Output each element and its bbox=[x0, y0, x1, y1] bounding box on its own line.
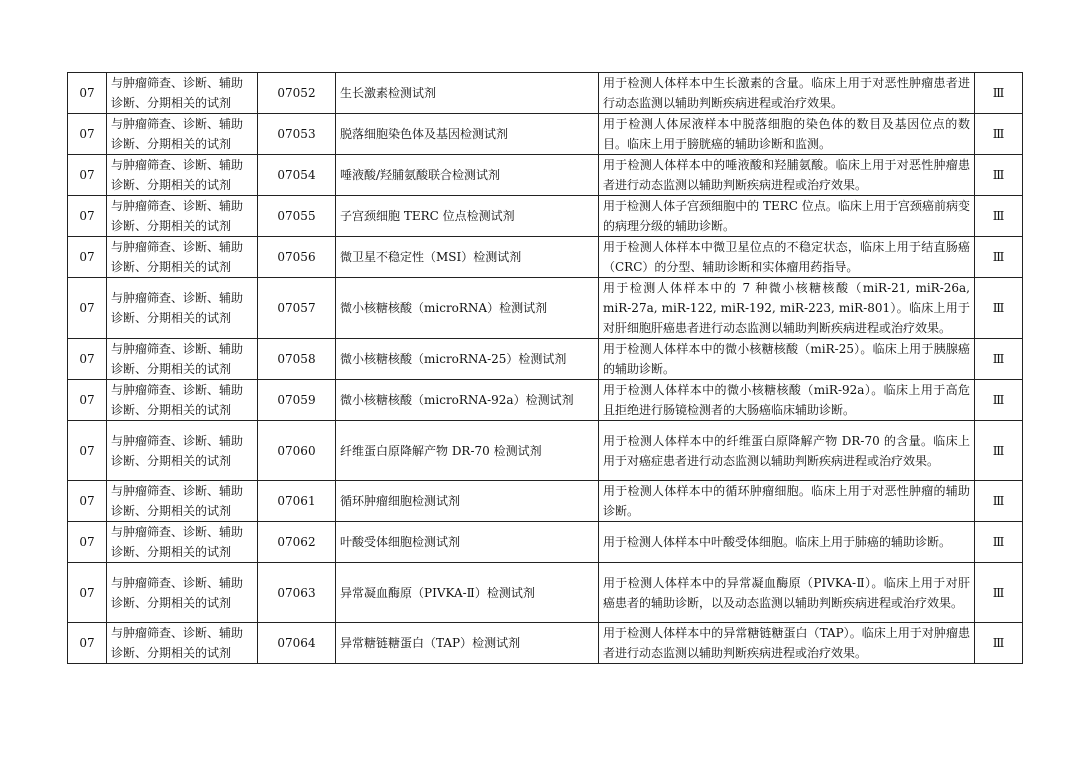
table-row bbox=[68, 563, 1023, 623]
management-class-cell: Ⅲ bbox=[975, 339, 1023, 380]
subcategory-cell: 与肿瘤筛查、诊断、辅助诊断、分期相关的试剂 bbox=[107, 481, 258, 522]
category-code-cell: 07 bbox=[68, 421, 107, 481]
category-code-cell: 07 bbox=[68, 623, 107, 664]
table-row bbox=[68, 522, 1023, 563]
product-name-cell: 异常凝血酶原（PIVKA-Ⅱ）检测试剂 bbox=[336, 563, 599, 623]
intended-use-cell: 用于检测人体样本中的循环肿瘤细胞。临床上用于对恶性肿瘤的辅助诊断。 bbox=[599, 481, 975, 522]
category-code-cell: 07 bbox=[68, 196, 107, 237]
category-code-cell: 07 bbox=[68, 339, 107, 380]
subcategory-cell: 与肿瘤筛查、诊断、辅助诊断、分期相关的试剂 bbox=[107, 380, 258, 421]
product-code-cell: 07053 bbox=[258, 114, 336, 155]
intended-use-cell: 用于检测人体样本中的异常糖链糖蛋白（TAP）。临床上用于对肿瘤患者进行动态监测以辅助判断疾病进程或治疗效果。 bbox=[599, 623, 975, 664]
product-name-cell: 生长激素检测试剂 bbox=[336, 73, 599, 114]
management-class-cell: Ⅲ bbox=[975, 522, 1023, 563]
management-class-cell: Ⅲ bbox=[975, 623, 1023, 664]
table-row bbox=[68, 237, 1023, 278]
intended-use-cell: 用于检测人体样本中的微小核糖核酸（miR-25）。临床上用于胰腺癌的辅助诊断。 bbox=[599, 339, 975, 380]
intended-use-cell: 用于检测人体样本中的 7 种微小核糖核酸（miR-21, miR-26a, miR-27a, miR-122, miR-192, miR-223, miR-801）。临床上用于对肝细胞肝癌患者进行动态监测以辅助判断疾病进程或治疗效果。 bbox=[599, 278, 975, 339]
intended-use-cell: 用于检测人体样本中微卫星位点的不稳定状态，临床上用于结直肠癌（CRC）的分型、辅助诊断和实体瘤用药指导。 bbox=[599, 237, 975, 278]
product-code-cell: 07058 bbox=[258, 339, 336, 380]
management-class-cell: Ⅲ bbox=[975, 114, 1023, 155]
intended-use-cell: 用于检测人体尿液样本中脱落细胞的染色体的数目及基因位点的数目。临床上用于膀胱癌的辅助诊断和监测。 bbox=[599, 114, 975, 155]
table-row bbox=[68, 421, 1023, 481]
management-class-cell: Ⅲ bbox=[975, 278, 1023, 339]
intended-use-cell: 用于检测人体样本中的异常凝血酶原（PIVKA-Ⅱ）。临床上用于对肝癌患者的辅助诊断，以及动态监测以辅助判断疾病进程或治疗效果。 bbox=[599, 563, 975, 623]
table-row bbox=[68, 623, 1023, 664]
subcategory-cell: 与肿瘤筛查、诊断、辅助诊断、分期相关的试剂 bbox=[107, 421, 258, 481]
management-class-cell: Ⅲ bbox=[975, 380, 1023, 421]
product-code-cell: 07059 bbox=[258, 380, 336, 421]
product-name-cell: 循环肿瘤细胞检测试剂 bbox=[336, 481, 599, 522]
product-code-cell: 07063 bbox=[258, 563, 336, 623]
management-class-cell: Ⅲ bbox=[975, 421, 1023, 481]
management-class-cell: Ⅲ bbox=[975, 481, 1023, 522]
reagent-classification-table bbox=[67, 72, 1023, 664]
category-code-cell: 07 bbox=[68, 563, 107, 623]
table-row bbox=[68, 196, 1023, 237]
subcategory-cell: 与肿瘤筛查、诊断、辅助诊断、分期相关的试剂 bbox=[107, 563, 258, 623]
product-code-cell: 07062 bbox=[258, 522, 336, 563]
product-name-cell: 异常糖链糖蛋白（TAP）检测试剂 bbox=[336, 623, 599, 664]
product-code-cell: 07064 bbox=[258, 623, 336, 664]
product-code-cell: 07061 bbox=[258, 481, 336, 522]
management-class-cell: Ⅲ bbox=[975, 196, 1023, 237]
product-name-cell: 微小核糖核酸（microRNA-92a）检测试剂 bbox=[336, 380, 599, 421]
management-class-cell: Ⅲ bbox=[975, 73, 1023, 114]
product-name-cell: 唾液酸/羟脯氨酸联合检测试剂 bbox=[336, 155, 599, 196]
subcategory-cell: 与肿瘤筛查、诊断、辅助诊断、分期相关的试剂 bbox=[107, 278, 258, 339]
intended-use-cell: 用于检测人体样本中的唾液酸和羟脯氨酸。临床上用于对恶性肿瘤患者进行动态监测以辅助判断疾病进程或治疗效果。 bbox=[599, 155, 975, 196]
subcategory-cell: 与肿瘤筛查、诊断、辅助诊断、分期相关的试剂 bbox=[107, 339, 258, 380]
category-code-cell: 07 bbox=[68, 73, 107, 114]
category-code-cell: 07 bbox=[68, 278, 107, 339]
subcategory-cell: 与肿瘤筛查、诊断、辅助诊断、分期相关的试剂 bbox=[107, 196, 258, 237]
table-row bbox=[68, 114, 1023, 155]
category-code-cell: 07 bbox=[68, 481, 107, 522]
product-name-cell: 子宫颈细胞 TERC 位点检测试剂 bbox=[336, 196, 599, 237]
category-code-cell: 07 bbox=[68, 237, 107, 278]
subcategory-cell: 与肿瘤筛查、诊断、辅助诊断、分期相关的试剂 bbox=[107, 155, 258, 196]
product-code-cell: 07060 bbox=[258, 421, 336, 481]
subcategory-cell: 与肿瘤筛查、诊断、辅助诊断、分期相关的试剂 bbox=[107, 114, 258, 155]
product-code-cell: 07056 bbox=[258, 237, 336, 278]
product-code-cell: 07054 bbox=[258, 155, 336, 196]
intended-use-cell: 用于检测人体样本中的纤维蛋白原降解产物 DR-70 的含量。临床上用于对癌症患者进行动态监测以辅助判断疾病进程或治疗效果。 bbox=[599, 421, 975, 481]
table-row bbox=[68, 339, 1023, 380]
intended-use-cell: 用于检测人体子宫颈细胞中的 TERC 位点。临床上用于宫颈癌前病变的病理分级的辅助诊断。 bbox=[599, 196, 975, 237]
product-name-cell: 微卫星不稳定性（MSI）检测试剂 bbox=[336, 237, 599, 278]
subcategory-cell: 与肿瘤筛查、诊断、辅助诊断、分期相关的试剂 bbox=[107, 522, 258, 563]
product-name-cell: 微小核糖核酸（microRNA-25）检测试剂 bbox=[336, 339, 599, 380]
subcategory-cell: 与肿瘤筛查、诊断、辅助诊断、分期相关的试剂 bbox=[107, 237, 258, 278]
table-row bbox=[68, 380, 1023, 421]
product-name-cell: 纤维蛋白原降解产物 DR-70 检测试剂 bbox=[336, 421, 599, 481]
product-name-cell: 叶酸受体细胞检测试剂 bbox=[336, 522, 599, 563]
product-code-cell: 07057 bbox=[258, 278, 336, 339]
category-code-cell: 07 bbox=[68, 155, 107, 196]
table-row bbox=[68, 155, 1023, 196]
table-row bbox=[68, 481, 1023, 522]
management-class-cell: Ⅲ bbox=[975, 155, 1023, 196]
intended-use-cell: 用于检测人体样本中生长激素的含量。临床上用于对恶性肿瘤患者进行动态监测以辅助判断疾病进程或治疗效果。 bbox=[599, 73, 975, 114]
subcategory-cell: 与肿瘤筛查、诊断、辅助诊断、分期相关的试剂 bbox=[107, 623, 258, 664]
product-code-cell: 07052 bbox=[258, 73, 336, 114]
product-code-cell: 07055 bbox=[258, 196, 336, 237]
product-name-cell: 微小核糖核酸（microRNA）检测试剂 bbox=[336, 278, 599, 339]
table-row bbox=[68, 73, 1023, 114]
subcategory-cell: 与肿瘤筛查、诊断、辅助诊断、分期相关的试剂 bbox=[107, 73, 258, 114]
management-class-cell: Ⅲ bbox=[975, 237, 1023, 278]
category-code-cell: 07 bbox=[68, 522, 107, 563]
intended-use-cell: 用于检测人体样本中的微小核糖核酸（miR-92a）。临床上用于高危且拒绝进行肠镜检测者的大肠癌临床辅助诊断。 bbox=[599, 380, 975, 421]
category-code-cell: 07 bbox=[68, 114, 107, 155]
table-row bbox=[68, 278, 1023, 339]
product-name-cell: 脱落细胞染色体及基因检测试剂 bbox=[336, 114, 599, 155]
intended-use-cell: 用于检测人体样本中叶酸受体细胞。临床上用于肺癌的辅助诊断。 bbox=[599, 522, 975, 563]
category-code-cell: 07 bbox=[68, 380, 107, 421]
management-class-cell: Ⅲ bbox=[975, 563, 1023, 623]
